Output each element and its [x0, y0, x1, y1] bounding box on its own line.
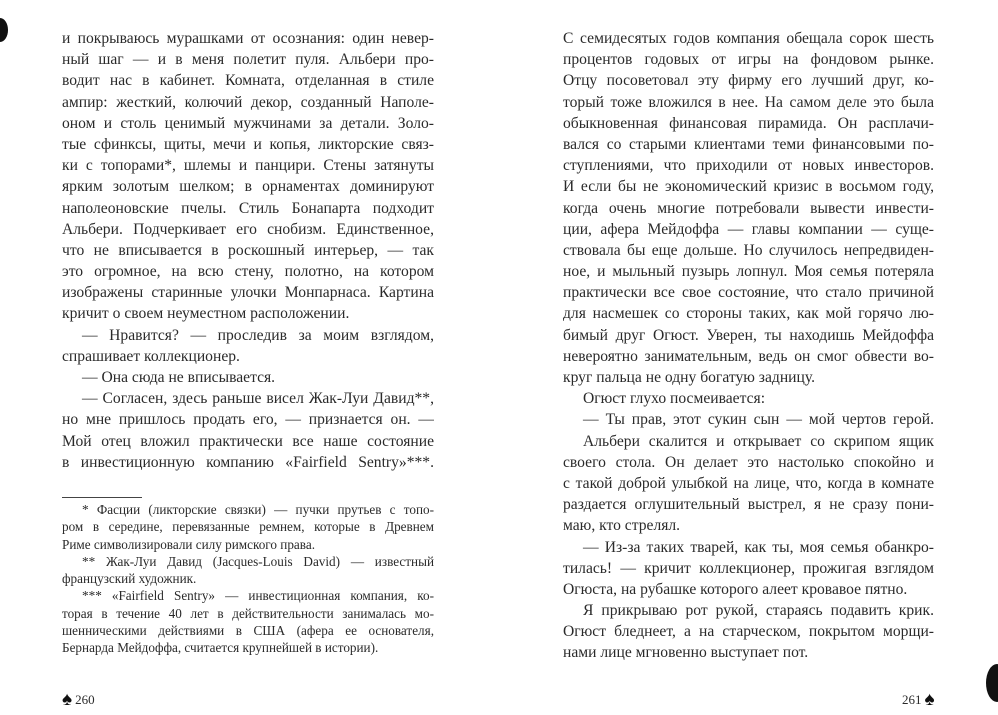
text-line: Альбери. Подчеркивает его снобизм. Единственное,: [62, 220, 434, 238]
footnote-line: французский художник.: [62, 571, 197, 587]
text-line: изображены старинные улочки Монпарнаса. Картина: [62, 284, 434, 302]
footnote-line: Бернарда Мейдоффа, считается крупнейшей в истории).: [62, 640, 379, 656]
text-line: ярким золотым шелком; в орнаментах доминируют: [62, 178, 434, 196]
text-line: с такой доброй улыбкой на лице, что, когда в комнате: [563, 474, 934, 492]
text-line: — Из-за таких тварей, как ты, моя семья обанкро-: [583, 538, 934, 556]
text-line: ступлениями, что приходили от новых инвесторов.: [563, 157, 934, 175]
text-line: процентов годовых от игры на фондовом рынке.: [563, 51, 934, 69]
text-line: — Нравится? — проследив за моим взглядом,: [82, 326, 434, 344]
text-line: своего стола. Он делает это настолько спокойно и: [563, 453, 934, 471]
text-line: круг пальца не одну богатую задницу.: [563, 369, 815, 386]
page-edge-mark: [986, 664, 998, 702]
page-number-left: [62, 690, 95, 709]
text-line: вался со старыми клиентами теми финансовыми по-: [563, 135, 934, 153]
footnote-divider: [62, 497, 142, 498]
text-line: Огюста, на рубашке которого алеет кровавое пятно.: [563, 580, 908, 598]
text-line: торый тоже вложился в нее. На самом деле это была: [563, 93, 934, 111]
text-line: И если бы не экономический кризис в восьмом году,: [563, 178, 934, 196]
text-line: спрашивает коллекционер.: [62, 347, 240, 365]
text-line: Мой отец вложил практически все наше состояние: [62, 432, 434, 450]
text-line: раздается оглушительный выстрел, я не сразу пони-: [563, 496, 934, 514]
text-line: бимый друг Огюст. Уверен, ты находишь Мейдоффа: [563, 326, 934, 344]
right-page-body: [563, 28, 934, 664]
spade-icon: ♠: [924, 689, 935, 710]
page-edge-mark: [0, 18, 8, 42]
footnote-line: *** «Fairfield Sentry» — инвестиционная компания, ко-: [82, 588, 434, 604]
text-line: но мне пришлось продать его, — признается он. —: [62, 411, 434, 429]
text-line: и покрываюсь мурашками от осознания: один невер-: [62, 30, 434, 47]
text-line: практически все свое состояние, что стало причиной: [563, 284, 934, 302]
text-line: ствовала бы еще дольше. Но случилось непредвиден-: [563, 241, 934, 259]
left-page-body: [62, 28, 434, 473]
text-line: ампир: жесткий, колючий декор, созданный Наполе-: [62, 93, 434, 111]
text-line: тые сфинксы, щиты, мечи и копья, ликторские связ-: [62, 135, 434, 153]
text-line: когда очень многие потребовали вывести инвести-: [563, 199, 934, 217]
text-line: Я прикрываю рот рукой, стараясь подавить крик.: [583, 602, 934, 620]
spade-icon: ♠: [62, 689, 73, 710]
text-line: водит нас в кабинет. Комната, отделанная в стиле: [62, 72, 434, 90]
text-line: ции, афера Мейдоффа — главы компании — суще-: [563, 220, 934, 238]
text-line: ки с топорами*, шлемы и панцири. Стены затянуты: [62, 157, 434, 175]
text-line: С семидесятых годов компания обещала сорок шесть: [563, 30, 934, 47]
footnote-line: шенническими действиями в США (афера ее основателя,: [62, 623, 434, 639]
footnote-line: торая в течение 40 лет в действительности занималась мо-: [62, 605, 434, 621]
text-line: в инвестиционную компанию «Fairfield Sentry»***.: [62, 453, 434, 471]
text-line: невероятно занимательным, ведь он смог обвести во-: [563, 347, 934, 365]
text-line: оном и столь ценимый мужчинами за детали. Золо-: [62, 114, 434, 132]
footnote-line: Риме символизировали силу римского права.: [62, 536, 315, 552]
text-line: Огюст бледнеет, а на старческом, покрытом морщи-: [563, 623, 934, 641]
text-line: нами лице мгновенно выступает пот.: [563, 644, 809, 662]
text-line: — Ты прав, этот сукин сын — мой чертов герой.: [583, 411, 934, 429]
text-line: ный шаг — и в меня полетит пуля. Альбери про-: [62, 51, 434, 69]
text-line: для насмешек со стороны таких, как мой горячо лю-: [563, 305, 934, 323]
text-line: ное, и мыльный пузырь лопнул. Моя семья потеряла: [563, 263, 934, 281]
text-line: это огромное, на всю стену, полотно, на котором: [62, 263, 434, 281]
text-line: — Согласен, здесь раньше висел Жак-Луи Давид**,: [82, 390, 434, 408]
page-number-right: [902, 690, 935, 709]
text-line: Огюст глухо посмеивается:: [583, 390, 766, 408]
text-line: кричит о своем неуместном расположении.: [62, 305, 350, 323]
text-line: маю, кто стрелял.: [563, 517, 681, 535]
text-line: тилась! — кричит коллекционер, прожигая взглядом: [563, 559, 934, 577]
footnote-line: ром в середине, перевязанные ремнем, которые в Древнем: [62, 519, 434, 535]
text-line: — Она сюда не вписывается.: [82, 369, 276, 386]
text-line: Альбери скалится и открывает со скрипом ящик: [583, 432, 934, 450]
page-number: 261: [902, 691, 922, 707]
footnotes: [62, 497, 434, 657]
text-line: что не вписывается в роскошный интерьер, — так: [62, 241, 434, 259]
text-line: Отцу посоветовал эту фирму его лучший друг, ко-: [563, 72, 934, 90]
page-number: 260: [75, 691, 95, 707]
footnote-line: ** Жак-Луи Давид (Jacques-Louis David) — известный: [82, 553, 434, 569]
footnote-line: * Фасции (ликторские связки) — пучки прутьев с топо-: [82, 502, 434, 517]
text-line: наполеоновские пчелы. Стиль Бонапарта подходит: [62, 199, 434, 217]
text-line: обыкновенная финансовая пирамида. Он расплачи-: [563, 114, 934, 132]
